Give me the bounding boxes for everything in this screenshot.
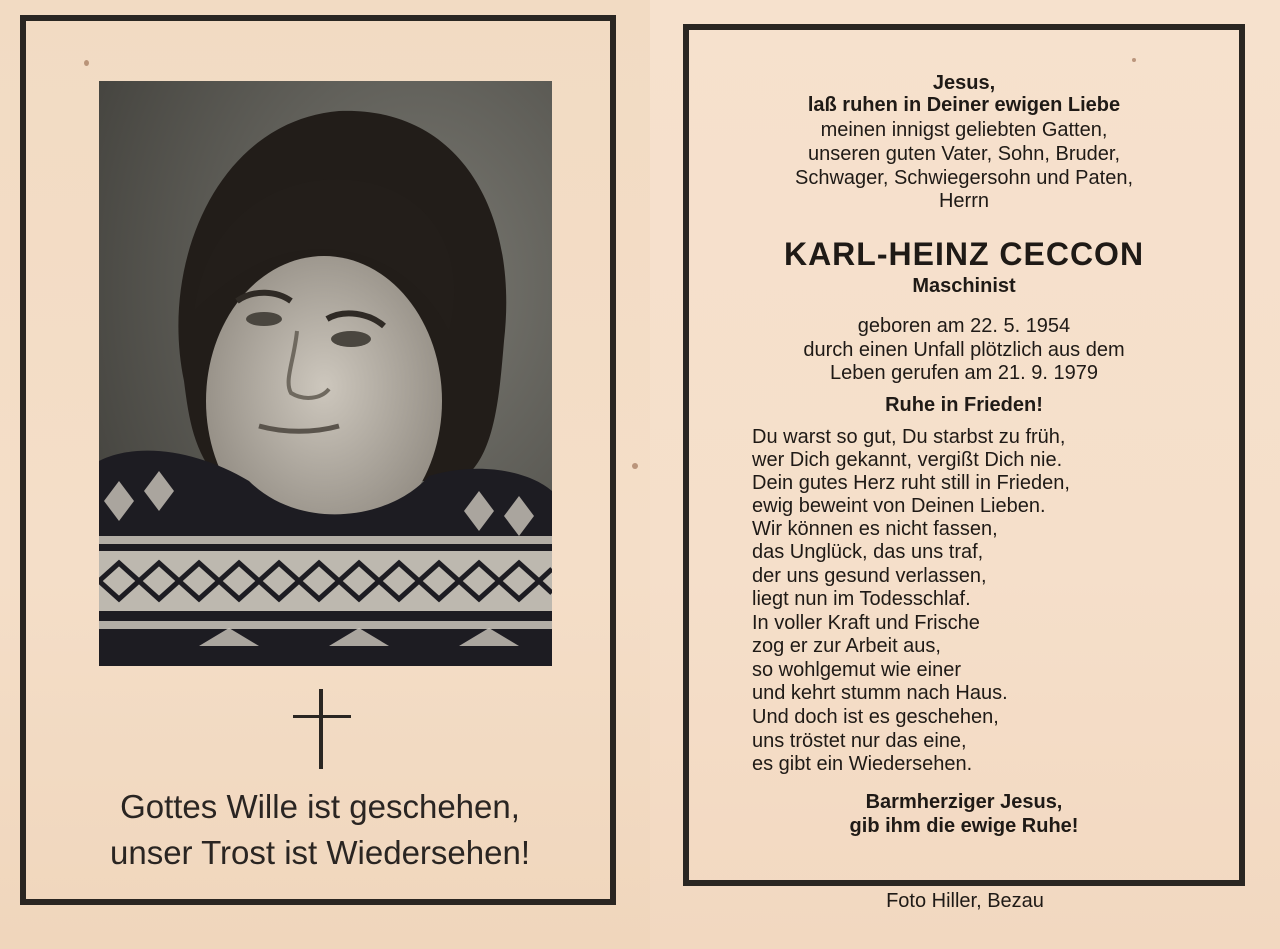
intro-herrn: Herrn (938, 190, 989, 212)
poem-line: so wohlgemut wie einer (752, 659, 961, 681)
prayer-line: gib ihm die ewige Ruhe! (849, 815, 1079, 837)
poem-line: Wir können es nicht fassen, (752, 518, 998, 540)
poem-line: der uns gesund verlassen, (752, 565, 987, 587)
birth-line: geboren am 22. 5. 1954 (857, 315, 1071, 337)
left-caption (40, 784, 600, 876)
rest-in-peace: Ruhe in Frieden! (885, 394, 1043, 416)
poem-line: das Unglück, das uns traf, (752, 541, 984, 563)
intro-line: Schwager, Schwiegersohn und Paten, (795, 167, 1133, 189)
portrait-photo (99, 81, 552, 666)
poem-line: es gibt ein Wiedersehen. (752, 753, 973, 775)
poem-line: ewig beweint von Deinen Lieben. (752, 495, 1046, 517)
profession: Maschinist (912, 275, 1016, 297)
caption-line: Gottes Wille ist geschehen, (120, 788, 520, 825)
poem-line: In voller Kraft und Frische (752, 612, 980, 634)
death-line: durch einen Unfall plötzlich aus dem (803, 339, 1125, 361)
caption-line: unser Trost ist Wiedersehen! (109, 834, 530, 871)
photo-credit: Foto Hiller, Bezau (886, 890, 1044, 912)
poem-line: wer Dich gekannt, vergißt Dich nie. (752, 449, 1063, 471)
poem-line: zog er zur Arbeit aus, (752, 635, 941, 657)
cross-icon (291, 689, 353, 769)
deceased-name: KARL-HEINZ CECCON (783, 236, 1145, 272)
intro-line: laß ruhen in Deiner ewigen Liebe (807, 94, 1121, 116)
poem-line: uns tröstet nur das eine, (752, 730, 967, 752)
intro-line: unseren guten Vater, Sohn, Bruder, (807, 143, 1121, 165)
poem-line: Du warst so gut, Du starbst zu früh, (752, 426, 1066, 448)
death-line: Leben gerufen am 21. 9. 1979 (830, 362, 1098, 384)
prayer-line: Barmherziger Jesus, (865, 791, 1063, 813)
poem-line: und kehrt stumm nach Haus. (752, 682, 1008, 704)
paper-stain (632, 463, 638, 469)
intro-line: meinen innigst geliebten Gatten, (820, 119, 1108, 141)
intro-jesus: Jesus, (932, 72, 996, 94)
poem-line: liegt nun im Todesschlaf. (752, 588, 971, 610)
poem-line: Und doch ist es geschehen, (752, 706, 999, 728)
poem-line: Dein gutes Herz ruht still in Frieden, (752, 472, 1070, 494)
